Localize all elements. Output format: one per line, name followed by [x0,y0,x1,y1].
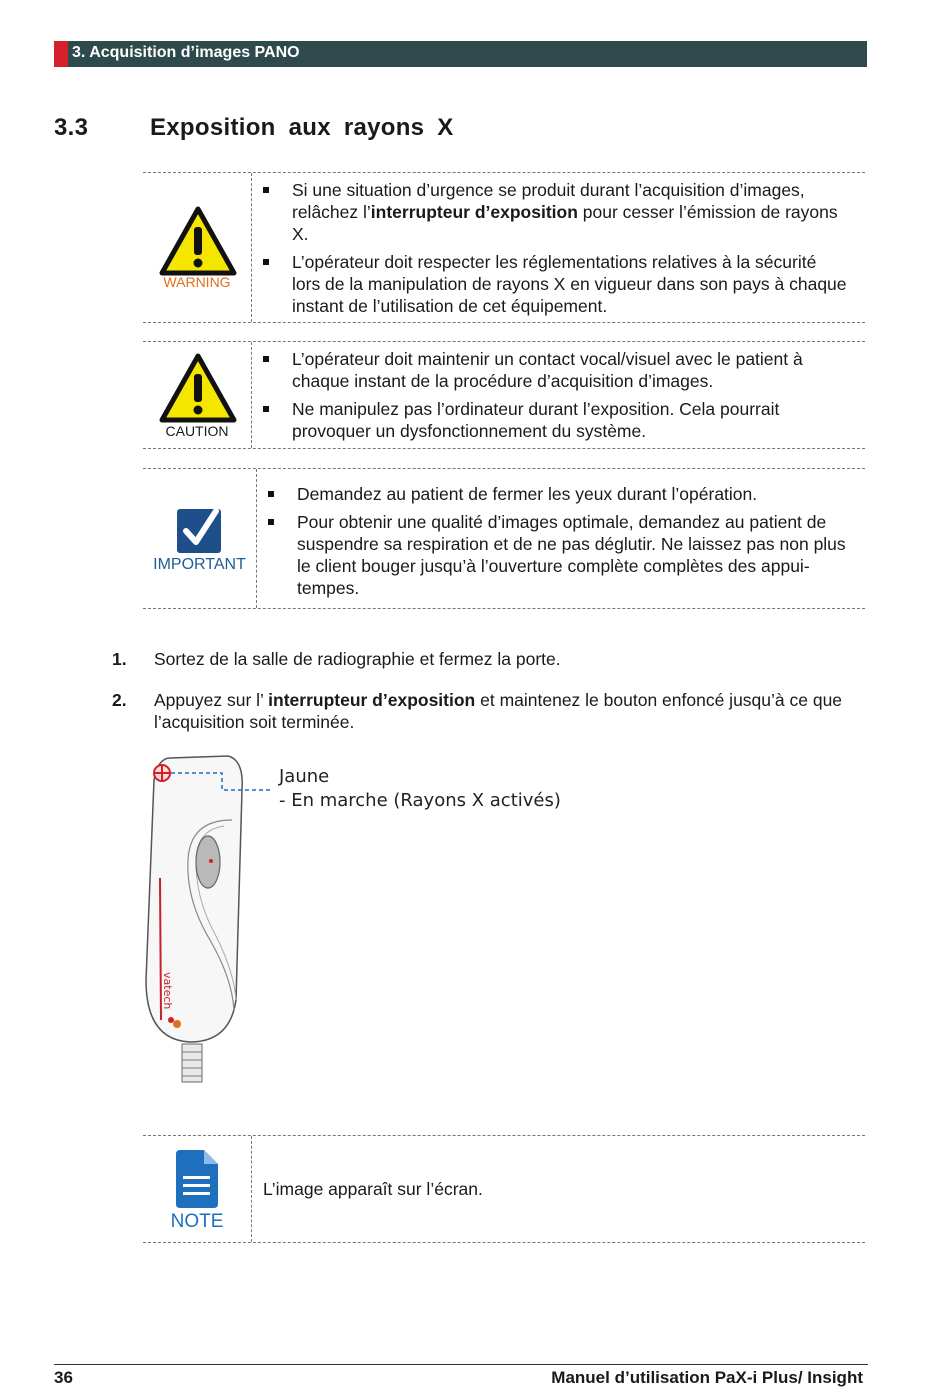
section-number: 3.3 [54,114,89,141]
important-icon-cell [143,469,257,608]
callout-description: - En marche (Rayons X activés) [279,790,561,811]
callout-color: Jaune [279,766,330,787]
step-1 [112,648,872,670]
checkbox-check-icon [176,505,222,555]
manual-title: Manuel d’utilisation PaX-i Plus/ Insight [551,1368,863,1387]
step-2: 2. Appuyez sur l’ interrupteur d’exposition et maintenez le bouton enfoncé jusqu’à ce que l’acquisition soit terminée. [112,690,843,732]
note-label: NOTE [170,1211,224,1232]
important-list [268,483,847,605]
caution-notice [143,341,865,449]
exposure-switch-term: interrupteur d’exposition [268,690,476,710]
important-item: Pour obtenir une qualité d’images optimale, demandez au patient de suspendre sa respiration et de ne pas déglutir. Ne laissez pas non plus le client bouger jusqu’à l’ouverture complète complètes des appui-tempes. [268,511,847,599]
chapter-header-label: 3. Acquisition d’images PANO [72,44,300,61]
note-icon-cell [143,1136,252,1242]
indicator-callout [279,765,561,813]
caution-item: L’opérateur doit maintenir un contact vocal/visuel avec le patient à chaque instant de la procédure d’acquisition d’images. [263,348,847,392]
caution-label: CAUTION [165,423,229,439]
warning-item: Si une situation d’urgence se produit durant l’acquisition d’images, relâchez l’interrupteur d’exposition pour cesser l’émission de rayons X. [263,179,847,245]
caution-list [263,348,847,448]
document-icon [174,1148,220,1210]
caution-icon-cell [143,342,252,448]
footer-rule [54,1364,868,1365]
header-red-tab [54,41,68,67]
warning-triangle-icon [158,205,238,277]
note-notice [143,1135,865,1243]
note-text: L’image apparaît sur l’écran. [263,1179,483,1199]
step-number: 2. [112,690,127,710]
step-number: 1. [112,649,127,669]
important-item: Demandez au patient de fermer les yeux durant l’opération. [268,483,847,505]
chapter-header-bar [54,41,867,67]
brand-label: vatech [161,972,174,1010]
important-notice [143,468,865,609]
section-title [54,114,454,142]
caution-triangle-icon [158,352,238,424]
step-text: Sortez de la salle de radiographie et fermez la porte. [154,649,561,669]
warning-icon-cell [143,173,252,322]
warning-list [263,179,847,323]
caution-item: Ne manipulez pas l’ordinateur durant l’exposition. Cela pourrait provoquer un dysfonctionnement du système. [263,398,847,442]
page-number: 36 [54,1368,73,1387]
procedure-steps [112,648,872,752]
important-label: IMPORTANT [153,556,246,573]
warning-notice [143,172,865,323]
exposure-switch-illustration [140,750,290,1090]
warning-item: L’opérateur doit respecter les réglementations relatives à la sécurité lors de la manipulation de rayons X en vigueur dans son pays à chaque instant de l’utilisation de cet équipement. [263,251,847,317]
warning-label: WARNING [163,274,231,290]
section-heading: Exposition aux rayons X [149,114,454,141]
